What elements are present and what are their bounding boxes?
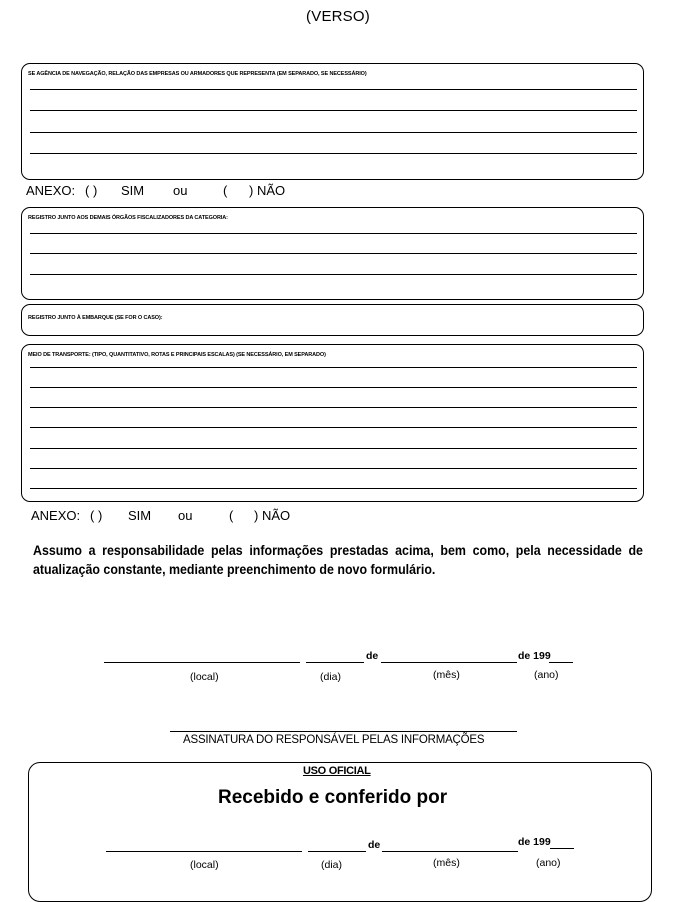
registry-organs-line[interactable] (30, 253, 637, 254)
transport-label: MEIO DE TRANSPORTE: (TIPO, QUANTITATIVO, ROTAS E PRINCIPAIS ESCALAS) (SE NECESSÁRIO, EM SEPARADO) (28, 352, 326, 358)
official-year-field[interactable] (550, 848, 574, 849)
official-day-field[interactable] (308, 851, 366, 852)
signature-caption: ASSINATURA DO RESPONSÁVEL PELAS INFORMAÇÕES (183, 734, 485, 746)
year-field[interactable] (549, 662, 573, 663)
page-header: (VERSO) (306, 8, 370, 25)
official-de-label: de (368, 839, 381, 851)
transport-line[interactable] (30, 448, 637, 449)
agencies-line[interactable] (30, 132, 637, 133)
annex-sim-checkbox[interactable]: ( ) (90, 508, 103, 523)
date-de-year-label: de 199 (518, 650, 551, 662)
registry-port-box[interactable] (21, 304, 644, 336)
annex-sim-label: SIM (128, 508, 152, 523)
official-local-caption: (local) (190, 859, 219, 871)
received-heading: Recebido e conferido por (218, 787, 448, 808)
annex-nao-checkbox[interactable]: ( (229, 508, 234, 523)
annex-or-label: ou (173, 183, 188, 198)
agencies-line[interactable] (30, 153, 637, 154)
annex-nao-checkbox[interactable]: ( (223, 183, 228, 198)
local-field[interactable] (104, 662, 300, 663)
official-month-caption: (mês) (433, 857, 460, 869)
local-caption: (local) (190, 671, 219, 683)
transport-line[interactable] (30, 387, 637, 388)
transport-line[interactable] (30, 468, 637, 469)
official-year-caption: (ano) (536, 857, 561, 869)
registry-organs-line[interactable] (30, 233, 637, 234)
year-caption: (ano) (534, 669, 559, 681)
date-de-label: de (366, 650, 379, 662)
official-month-field[interactable] (382, 851, 518, 852)
agencies-line[interactable] (30, 89, 637, 90)
annex-label: ANEXO: (26, 183, 76, 198)
annex-nao-label: ) NÃO (254, 508, 291, 523)
annex-sim-label: SIM (121, 183, 145, 198)
annex-nao-label: ) NÃO (249, 183, 286, 198)
annex-or-label: ou (178, 508, 193, 523)
official-use-box (28, 762, 652, 902)
annex-sim-checkbox[interactable]: ( ) (85, 183, 98, 198)
transport-line[interactable] (30, 407, 637, 408)
transport-line[interactable] (30, 427, 637, 428)
official-day-caption: (dia) (321, 859, 343, 871)
official-use-title: USO OFICIAL (303, 765, 371, 777)
transport-box (21, 344, 644, 502)
registry-organs-label: REGISTRO JUNTO AOS DEMAIS ÓRGÃOS FISCALIZADORES DA CATEGORIA: (28, 215, 228, 221)
registry-organs-line[interactable] (30, 274, 637, 275)
month-field[interactable] (381, 662, 517, 663)
agencies-box (21, 63, 644, 180)
month-caption: (mês) (433, 669, 460, 681)
signature-line[interactable] (170, 731, 517, 732)
official-de-year-label: de 199 (518, 836, 551, 848)
transport-line[interactable] (30, 367, 637, 368)
day-caption: (dia) (320, 671, 342, 683)
registry-port-label: REGISTRO JUNTO À EMBARQUE (SE FOR O CASO): (28, 315, 163, 321)
agencies-label: SE AGÊNCIA DE NAVEGAÇÃO, RELAÇÃO DAS EMPRESAS OU ARMADORES QUE REPRESENTA (EM SEPARADO, SE NECESSÁRIO) (28, 71, 367, 77)
responsibility-statement: Assumo a responsabilidade pelas informações prestadas acima, bem como, pela necessidade de atualização constante, mediante preenchimento de novo formulário. (33, 543, 643, 577)
annex-label: ANEXO: (31, 508, 81, 523)
transport-line[interactable] (30, 488, 637, 489)
official-local-field[interactable] (106, 851, 302, 852)
registry-organs-box (21, 207, 644, 300)
day-field[interactable] (306, 662, 364, 663)
agencies-line[interactable] (30, 110, 637, 111)
